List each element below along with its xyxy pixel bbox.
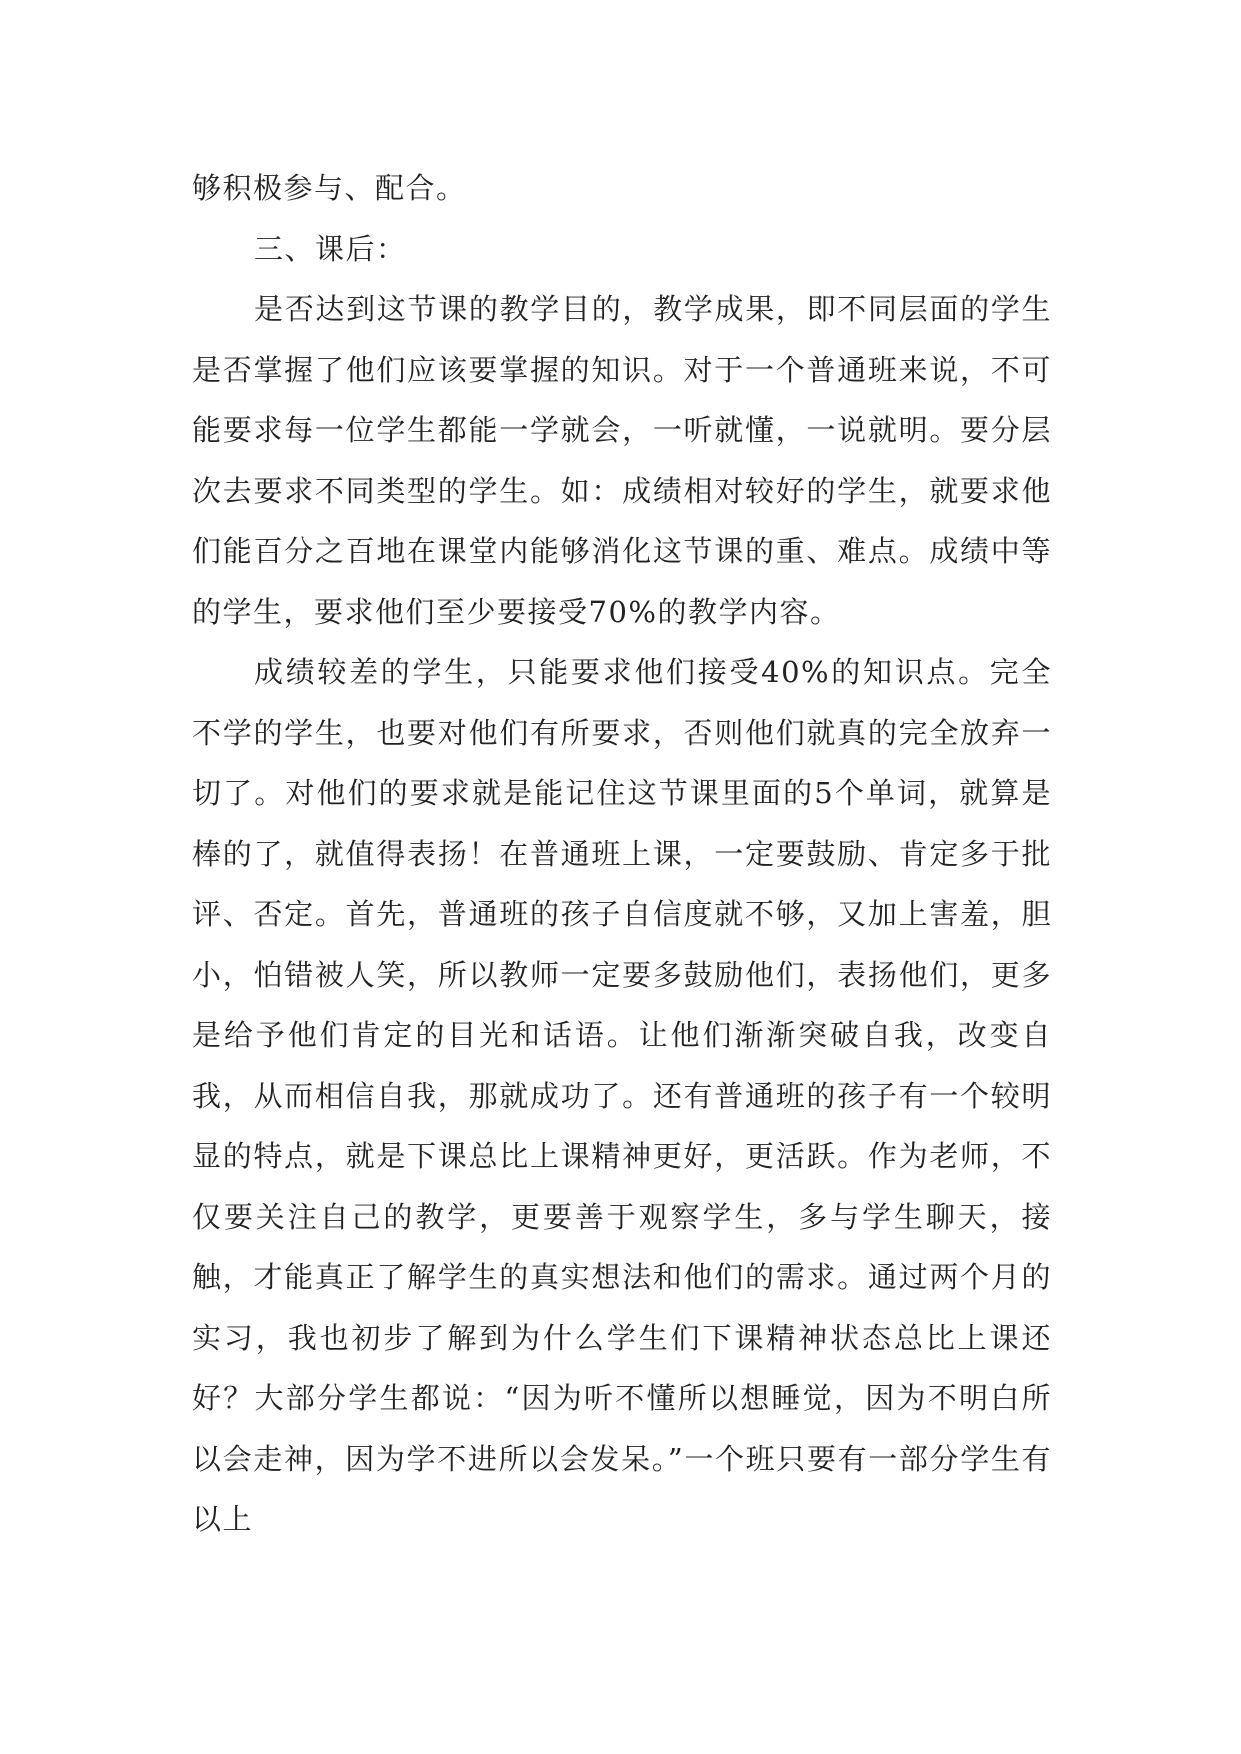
paragraph: 成绩较差的学生，只能要求他们接受40%的知识点。完全不学的学生，也要对他们有所要求，否则他们就真的完全放弃一切了。对他们的要求就是能记住这节课里面的5个单词，就算是棒的了，就值得表扬！在普通班上课，一定要鼓励、肯定多于批评、否定。首先，普通班的孩子自信度就不够，又加上害羞，胆小，怕错被人笑，所以教师一定要多鼓励他们，表扬他们，更多是给予他们肯定的目光和话语。让他们渐渐突破自我，改变自我，从而相信自我，那就成功了。还有普通班的孩子有一个较明显的特点，就是下课总比上课精神更好，更活跃。作为老师，不仅要关注自己的教学，更要善于观察学生，多与学生聊天，接触，才能真正了解学生的真实想法和他们的需求。通过两个月的实习，我也初步了解到为什么学生们下课精神状态总比上课还好？大部分学生都说：“因为听不懂所以想睡觉，因为不明白所以会走神，因为学不进所以会发呆。”一个班只要有一部分学生有以上 (192, 655, 1052, 1536)
section-heading: 三、课后： (254, 231, 407, 266)
paragraph: 是否达到这节课的教学目的，教学成果，即不同层面的学生是否掌握了他们应该要掌握的知识。对于一个普通班来说，不可能要求每一位学生都能一学就会，一听就懂，一说就明。要分层次去要求不同类型的学生。如：成绩相对较好的学生，就要求他们能百分之百地在课堂内能够消化这节课的重、难点。成绩中等的学生，要求他们至少要接受70%的教学内容。 (192, 292, 1052, 629)
paragraph-continuation: 够积极参与、配合。 (192, 171, 467, 205)
body-text (192, 158, 1052, 1550)
